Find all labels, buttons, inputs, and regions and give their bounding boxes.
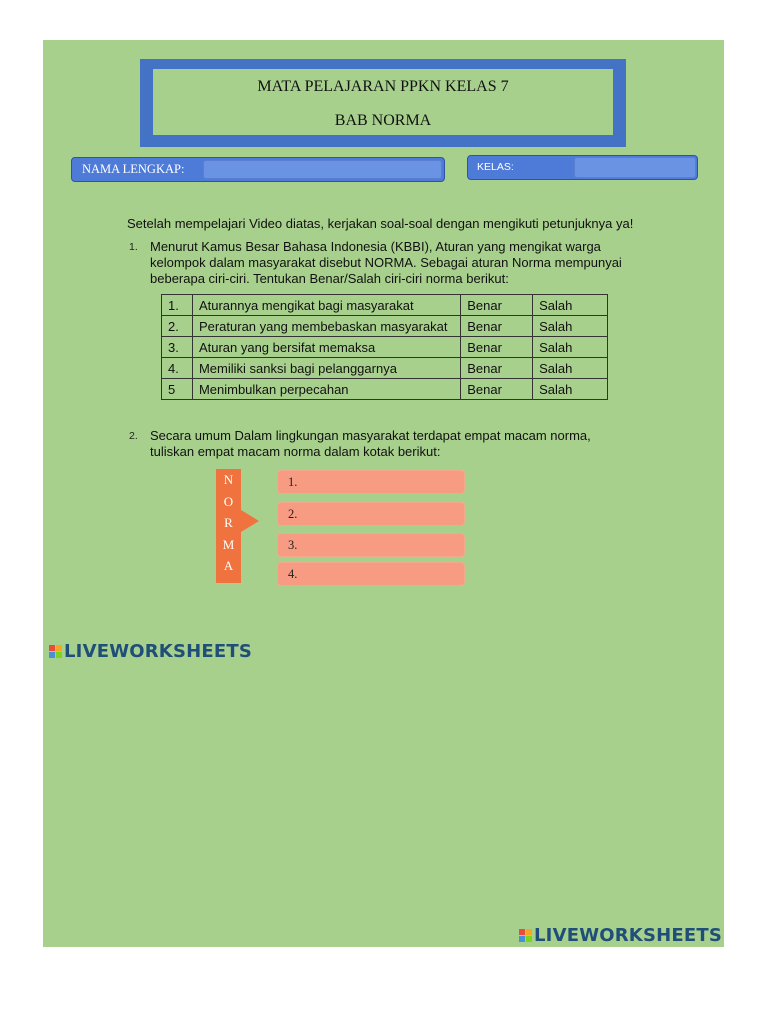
question-1-number: 1.	[129, 241, 138, 253]
question-2-line-2: tuliskan empat macam norma dalam kotak berikut:	[150, 444, 441, 459]
intro-text: Setelah mempelajari Video diatas, kerjakan soal-soal dengan mengikuti petunjuknya ya!	[127, 216, 634, 231]
table-row	[162, 295, 608, 316]
false-option[interactable]: Salah	[533, 337, 608, 358]
false-option[interactable]: Salah	[533, 295, 608, 316]
box-number: 2.	[288, 507, 298, 521]
norma-answer-box-1[interactable]	[277, 470, 465, 494]
liveworksheets-logo	[49, 641, 252, 662]
name-label: NAMA LENGKAP:	[82, 162, 185, 176]
row-number: 1.	[162, 295, 193, 316]
title-frame	[140, 59, 626, 147]
false-option[interactable]: Salah	[533, 358, 608, 379]
norma-letter: A	[223, 558, 234, 573]
norma-answer-box-2[interactable]	[277, 502, 465, 526]
question-2-number: 2.	[129, 430, 138, 442]
true-option[interactable]: Benar	[461, 337, 533, 358]
box-number: 3.	[288, 538, 298, 552]
title-panel	[153, 69, 613, 135]
row-number: 4.	[162, 358, 193, 379]
question-1-line-1: Menurut Kamus Besar Bahasa Indonesia (KBBI), Aturan yang mengikat warga	[150, 239, 601, 254]
norma-letter: O	[223, 493, 234, 509]
box-number: 4.	[288, 567, 298, 581]
row-number: 5	[162, 379, 193, 400]
liveworksheets-logo-footer	[519, 925, 722, 946]
table-row	[162, 337, 608, 358]
norma-answer-box-3[interactable]	[277, 533, 465, 557]
true-option[interactable]: Benar	[461, 358, 533, 379]
logo-squares-icon	[519, 929, 532, 942]
box-number: 1.	[288, 475, 298, 489]
row-statement: Memiliki sanksi bagi pelanggarnya	[192, 358, 460, 379]
question-1-line-2: kelompok dalam masyarakat disebut NORMA. Sebagai aturan Norma mempunyai	[150, 255, 622, 270]
norma-answer-box-4[interactable]	[277, 562, 465, 586]
class-label: KELAS:	[477, 161, 514, 173]
table-row	[162, 379, 608, 400]
row-statement: Aturannya mengikat bagi masyarakat	[192, 295, 460, 316]
subject-title: MATA PELAJARAN PPKN KELAS 7	[257, 78, 509, 95]
name-input[interactable]	[203, 160, 442, 179]
row-statement: Aturan yang bersifat memaksa	[192, 337, 460, 358]
table-row	[162, 358, 608, 379]
table-row	[162, 316, 608, 337]
false-option[interactable]: Salah	[533, 379, 608, 400]
true-option[interactable]: Benar	[461, 379, 533, 400]
norma-traits-table	[161, 294, 608, 400]
class-field	[467, 155, 698, 180]
true-option[interactable]: Benar	[461, 295, 533, 316]
norma-vertical-label	[216, 469, 241, 583]
logo-squares-icon	[49, 645, 62, 658]
question-1-line-3: beberapa ciri-ciri. Tentukan Benar/Salah ciri-ciri norma berikut:	[150, 271, 509, 286]
row-number: 3.	[162, 337, 193, 358]
row-statement: Menimbulkan perpecahan	[192, 379, 460, 400]
norma-letter: N	[223, 472, 234, 487]
logo-text: LIVEWORKSHEETS	[64, 641, 253, 662]
question-2-line-1: Secara umum Dalam lingkungan masyarakat terdapat empat macam norma,	[150, 428, 591, 443]
true-option[interactable]: Benar	[461, 316, 533, 337]
row-number: 2.	[162, 316, 193, 337]
norma-letter: R	[224, 515, 233, 530]
false-option[interactable]: Salah	[533, 316, 608, 337]
class-input[interactable]	[574, 157, 696, 178]
name-field	[71, 157, 445, 182]
norma-letter: M	[222, 536, 235, 552]
arrow-right-icon	[241, 510, 259, 532]
chapter-title: BAB NORMA	[334, 112, 432, 129]
row-statement: Peraturan yang membebaskan masyarakat	[192, 316, 460, 337]
logo-text: LIVEWORKSHEETS	[534, 925, 723, 946]
